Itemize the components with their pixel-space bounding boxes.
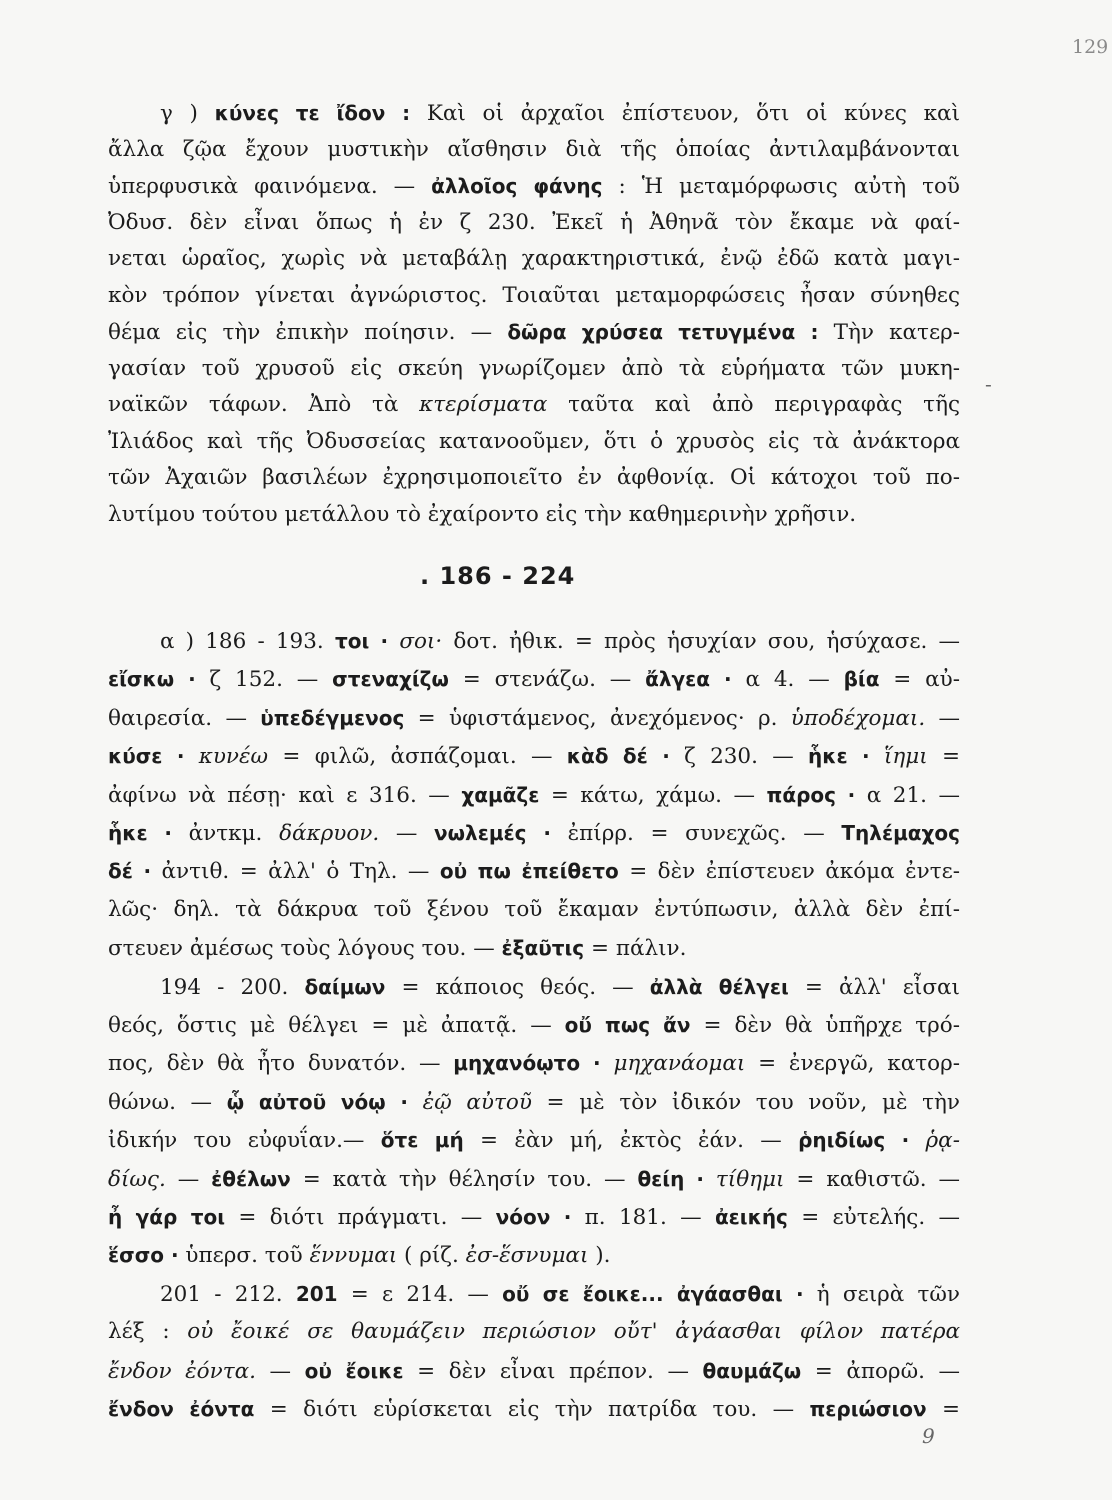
intro-line: Ἰλιάδος καὶ τῆς Ὀδυσσείας κατανοοῦμεν, ὅτι ὁ χρυσὸς εἰς τὰ ἀνάκτορα bbox=[108, 428, 960, 454]
intro-line: τῶν Ἀχαιῶν βασιλέων ἐχρησιμοποιεῖτο ἐν ἀφθονίᾳ. Οἱ κάτοχοι τοῦ πο- bbox=[108, 465, 960, 490]
lemma: οὐ ἔοικε bbox=[304, 1358, 404, 1383]
lemma: κύσε · bbox=[108, 744, 185, 769]
lemma: δέ · bbox=[108, 859, 152, 884]
lemma: βία bbox=[843, 667, 880, 692]
lemma: ἀλλοῖος φάνης bbox=[431, 174, 603, 198]
commentary-line: θώνω. — ᾧ αὐτοῦ νόῳ · ἐῷ αὐτοῦ = μὲ τὸν ἰδικόν του νοῦν, μὲ τὴν bbox=[108, 1089, 960, 1115]
italic-term: ἕννυμαι bbox=[309, 1243, 398, 1269]
italic-term: μηχανάομαι bbox=[613, 1051, 746, 1077]
commentary-line: θαιρεσία. — ὑπεδέγμενος = ὑφιστάμενος, ἀνεχόμενος· ρ. ὑποδέχομαι. — bbox=[108, 705, 960, 731]
commentary-line: θεός, ὅστις μὲ θέλγει = μὲ ἀπατᾷ. — οὔ πως ἄν = δὲν θὰ ὑπῆρχε τρό- bbox=[108, 1013, 960, 1038]
commentary-line: 201 - 212. 201 = ε 214. — οὔ σε ἔοικε... ἀγάασθαι · ἡ σειρὰ τῶν bbox=[160, 1281, 960, 1307]
commentary-line: 194 - 200. δαίμων = κάποιος θεός. — ἀλλὰ θέλγει = ἀλλ' εἶσαι bbox=[160, 974, 960, 1000]
lemma: δαίμων bbox=[304, 974, 386, 999]
intro-line: Ὀδυσ. δὲν εἶναι ὅπως ἡ ἐν ζ 230. Ἐκεῖ ἡ Ἀθηνᾶ τὸν ἔκαμε νὰ φαί- bbox=[108, 209, 960, 235]
lemma: θείη · bbox=[637, 1166, 704, 1191]
lemma: κύνες τε ἴδον : bbox=[214, 101, 411, 125]
section-heading: . 186 - 224 bbox=[420, 562, 576, 590]
lemma: ἧκε · bbox=[808, 744, 870, 769]
lemma: πάρος · bbox=[766, 782, 856, 807]
italic-term: ἵημι bbox=[883, 744, 928, 770]
lemma: ἔνδον ἐόντα bbox=[108, 1397, 255, 1421]
lemma: οὔ σε ἔοικε... ἀγάασθαι · bbox=[502, 1281, 804, 1306]
lemma: νόον · bbox=[495, 1205, 572, 1229]
intro-line: ὑπερφυσικὰ φαινόμενα. — ἀλλοῖος φάνης : Ἡ μεταμόρφωσις αὐτὴ τοῦ bbox=[108, 174, 960, 199]
commentary-line: ἕσσο · ὑπερσ. τοῦ ἕννυμαι ( ρίζ. ἐσ-ἕσνυμαι ). bbox=[108, 1243, 611, 1269]
commentary-line: ἦ γάρ τοι = διότι πράγματι. — νόον · π. 181. — ἀεικής = εὐτελής. — bbox=[108, 1205, 960, 1230]
lemma: κὰδ δέ · bbox=[566, 744, 670, 769]
lemma: ῥηιδίως · bbox=[798, 1128, 910, 1153]
lemma: δῶρα χρύσεα τετυγμένα : bbox=[507, 320, 819, 344]
italic-term: ἐῷ αὐτοῦ bbox=[422, 1089, 532, 1115]
lemma: ἦ γάρ τοι bbox=[108, 1205, 226, 1229]
commentary-line: ἔνδον ἐόντα = διότι εὑρίσκεται εἰς τὴν πατρίδα του. — περιώσιον = bbox=[108, 1397, 960, 1422]
italic-term: τίθημι bbox=[715, 1166, 785, 1192]
lemma: ᾧ αὐτοῦ νόῳ · bbox=[226, 1089, 409, 1114]
italic-term: σοι· bbox=[399, 629, 443, 654]
lemma: Τηλέμαχος bbox=[841, 821, 960, 845]
page-number: 129 bbox=[1072, 36, 1109, 58]
lemma: θαυμάζω bbox=[702, 1358, 802, 1383]
lemma: μηχανόῳτο · bbox=[453, 1051, 601, 1076]
lemma: ἕσσο · bbox=[108, 1243, 179, 1268]
commentary-line: λέξ : οὐ ἔοικέ σε θαυμάζειν περιώσιον οὔτ' ἀγάασθαι φίλον πατέρα bbox=[108, 1319, 960, 1345]
lemma: ὅτε μή bbox=[380, 1128, 464, 1153]
intro-line: ναϊκῶν τάφων. Ἀπὸ τὰ κτερίσματα ταῦτα καὶ ἀπὸ περιγραφὰς τῆς bbox=[108, 392, 960, 417]
lemma: ὑπεδέγμενος bbox=[260, 705, 405, 730]
lemma: 201 bbox=[295, 1281, 338, 1306]
commentary-line: πος, δὲν θὰ ἦτο δυνατόν. — μηχανόῳτο · μηχανάομαι = ἐνεργῶ, κατορ- bbox=[108, 1051, 960, 1077]
commentary-line: δέ · ἀντιθ. = ἀλλ' ὁ Τηλ. — οὐ πω ἐπείθετο = δὲν ἐπίστευεν ἀκόμα ἐντε- bbox=[108, 859, 960, 885]
lemma: τοι · bbox=[334, 629, 389, 653]
commentary-line: λῶς· δηλ. τὰ δάκρυα τοῦ ξένου τοῦ ἔκαμαν ἐντύπωσιν, ἀλλὰ δὲν ἐπί- bbox=[108, 896, 960, 922]
italic-term: ὑποδέχομαι. bbox=[790, 705, 926, 731]
italic-term: ἐσ-ἕσνυμαι bbox=[465, 1243, 589, 1269]
lemma: ἐθέλων bbox=[211, 1166, 291, 1191]
intro-line: κὸν τρόπον γίνεται ἀγνώριστος. Τοιαῦται μεταμορφώσεις ἦσαν σύνηθες bbox=[108, 282, 960, 308]
intro-line: γασίαν τοῦ χρυσοῦ εἰς σκεύη γνωρίζομεν ἀπὸ τὰ εὑρήματα τῶν μυκη- bbox=[108, 355, 960, 381]
lemma: χαμᾶζε bbox=[461, 782, 540, 807]
commentary-line: στευεν ἀμέσως τοὺς λόγους του. — ἐξαῦτις = πάλιν. bbox=[108, 936, 687, 962]
commentary-line: εἴσκω · ζ 152. — στεναχίζω = στενάζω. — ἄλγεα · α 4. — βία = αὐ- bbox=[108, 667, 960, 693]
signature-mark: 9 bbox=[922, 1424, 935, 1448]
italic-term: ἔνδον ἐόντα. bbox=[108, 1358, 256, 1384]
italic-term: δάκρυον. bbox=[279, 821, 380, 846]
commentary-line: δίως. — ἐθέλων = κατὰ τὴν θέλησίν του. — θείη · τίθημι = καθιστῶ. — bbox=[108, 1166, 960, 1192]
lemma: περιώσιον bbox=[809, 1397, 927, 1421]
italic-term: κυνέω bbox=[198, 744, 269, 770]
intro-line: νεται ὡραῖος, χωρὶς νὰ μεταβάλῃ χαρακτηριστικά, ἐνῷ ἐδῶ κατὰ μαγι- bbox=[108, 246, 960, 271]
italic-term: δίως. bbox=[108, 1166, 166, 1192]
italic-term: οὐ ἔοικέ σε θαυμάζειν περιώσιον οὔτ' ἀγάασθαι φίλον πατέρα bbox=[187, 1319, 960, 1345]
lemma: ἐξαῦτις bbox=[501, 936, 585, 961]
commentary-line: α ) 186 - 193. τοι · σοι· δοτ. ἠθικ. = πρὸς ἡσυχίαν σου, ἡσύχασε. — bbox=[160, 629, 960, 654]
intro-line: θέμα εἰς τὴν ἐπικὴν ποίησιν. — δῶρα χρύσεα τετυγμένα : Τὴν κατερ- bbox=[108, 320, 960, 345]
intro-line: γ ) κύνες τε ἴδον : Καὶ οἱ ἀρχαῖοι ἐπίστευον, ὅτι οἱ κύνες καὶ bbox=[160, 101, 960, 126]
commentary-line: ἰδικήν του εὐφυΐαν.— ὅτε μή = ἐὰν μή, ἐκτὸς ἐάν. — ῥηιδίως · ῥᾳ- bbox=[108, 1128, 960, 1154]
lemma: στεναχίζω bbox=[332, 667, 449, 692]
commentary-line: ἀφίνω νὰ πέσῃ· καὶ ε 316. — χαμᾶζε = κάτω, χάμω. — πάρος · α 21. — bbox=[108, 782, 960, 808]
lemma: οὔ πως ἄν bbox=[564, 1013, 691, 1037]
commentary-line: κύσε · κυνέω = φιλῶ, ἀσπάζομαι. — κὰδ δέ · ζ 230. — ἧκε · ἵημι = bbox=[108, 744, 960, 770]
lemma: ἀεικής bbox=[714, 1205, 788, 1229]
intro-line: ἄλλα ζῷα ἔχουν μυστικὴν αἴσθησιν διὰ τῆς ὁποίας ἀντιλαμβάνονται bbox=[108, 136, 960, 162]
lemma: ἀλλὰ θέλγει bbox=[649, 974, 789, 999]
lemma: εἴσκω · bbox=[108, 667, 196, 692]
commentary-line: ἔνδον ἐόντα. — οὐ ἔοικε = δὲν εἶναι πρέπον. — θαυμάζω = ἀπορῶ. — bbox=[108, 1358, 960, 1384]
lemma: ἄλγεα · bbox=[645, 667, 732, 692]
italic-term: ῥᾳ- bbox=[925, 1128, 960, 1154]
margin-mark: - bbox=[985, 372, 992, 396]
intro-line: λυτίμου τούτου μετάλλου τὸ ἐχαίροντο εἰς τὴν καθημερινὴν χρῆσιν. bbox=[108, 501, 857, 527]
lemma: νωλεμές · bbox=[434, 821, 551, 845]
lemma: οὐ πω ἐπείθετο bbox=[439, 859, 619, 884]
italic-term: κτερίσματα bbox=[419, 392, 548, 417]
commentary-line: ἧκε · ἀντκμ. δάκρυον. — νωλεμές · ἐπίρρ. = συνεχῶς. — Τηλέμαχος bbox=[108, 821, 960, 846]
lemma: ἧκε · bbox=[108, 821, 172, 845]
